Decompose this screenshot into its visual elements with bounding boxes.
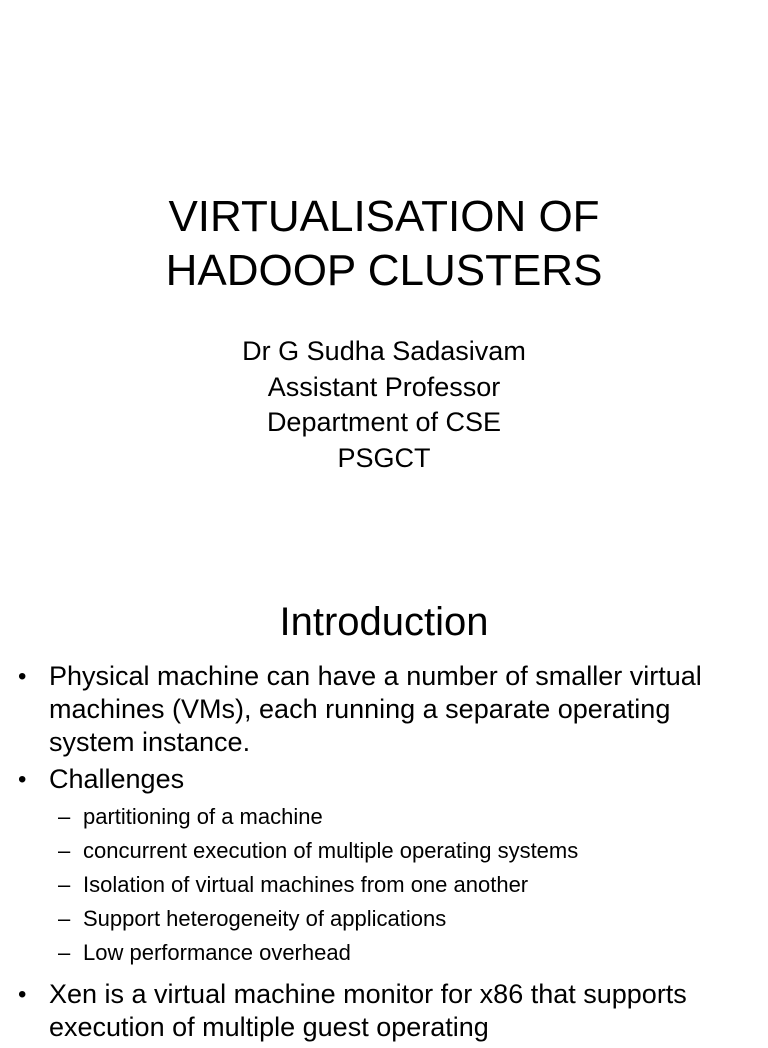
sub-bullet-marker: –	[58, 804, 71, 829]
bullet-list	[0, 660, 768, 1048]
sub-bullet-list	[49, 800, 748, 970]
bullet-marker: •	[18, 663, 27, 690]
sub-bullet-text: concurrent execution of multiple operating systems	[83, 838, 579, 863]
title-line-1: VIRTUALISATION OF	[168, 192, 600, 241]
bullet-text: Xen is a virtual machine monitor for x86 that supports execution of multiple guest operating	[49, 979, 687, 1042]
bullet-text: Challenges	[49, 764, 185, 794]
sub-bullet-text: partitioning of a machine	[83, 804, 323, 829]
slide-title: Introduction	[279, 600, 489, 644]
sub-bullet-text: Isolation of virtual machines from one another	[83, 872, 529, 897]
introduction-slide	[0, 560, 768, 1042]
sub-bullet-item	[49, 800, 748, 834]
bullet-marker: •	[18, 766, 27, 793]
presentation-title	[0, 190, 768, 298]
sub-bullet-text: Support heterogeneity of applications	[83, 906, 447, 931]
title-line-2: HADOOP CLUSTERS	[165, 246, 603, 295]
sub-bullet-marker: –	[58, 906, 71, 931]
sub-bullet-item	[49, 834, 748, 868]
sub-bullet-marker: –	[58, 940, 71, 965]
sub-bullet-marker: –	[58, 872, 71, 897]
sub-bullet-item	[49, 868, 748, 902]
author-name: Dr G Sudha Sadasivam	[242, 336, 526, 366]
author-department: Department of CSE	[266, 407, 502, 437]
bullet-item	[0, 978, 768, 1044]
bullet-text: Physical machine can have a number of smaller virtual machines (VMs), each running a separate operating system instance.	[49, 661, 702, 757]
sub-bullet-text: Low performance overhead	[83, 940, 351, 965]
author-institution: PSGCT	[337, 442, 431, 473]
sub-bullet-marker: –	[58, 838, 71, 863]
bullet-marker: •	[18, 981, 27, 1008]
author-designation: Assistant Professor	[267, 371, 501, 402]
sub-bullet-item	[49, 902, 748, 936]
bullet-item	[0, 660, 768, 759]
sub-bullet-item	[49, 936, 748, 970]
author-info	[0, 334, 768, 476]
bullet-item	[0, 763, 768, 970]
